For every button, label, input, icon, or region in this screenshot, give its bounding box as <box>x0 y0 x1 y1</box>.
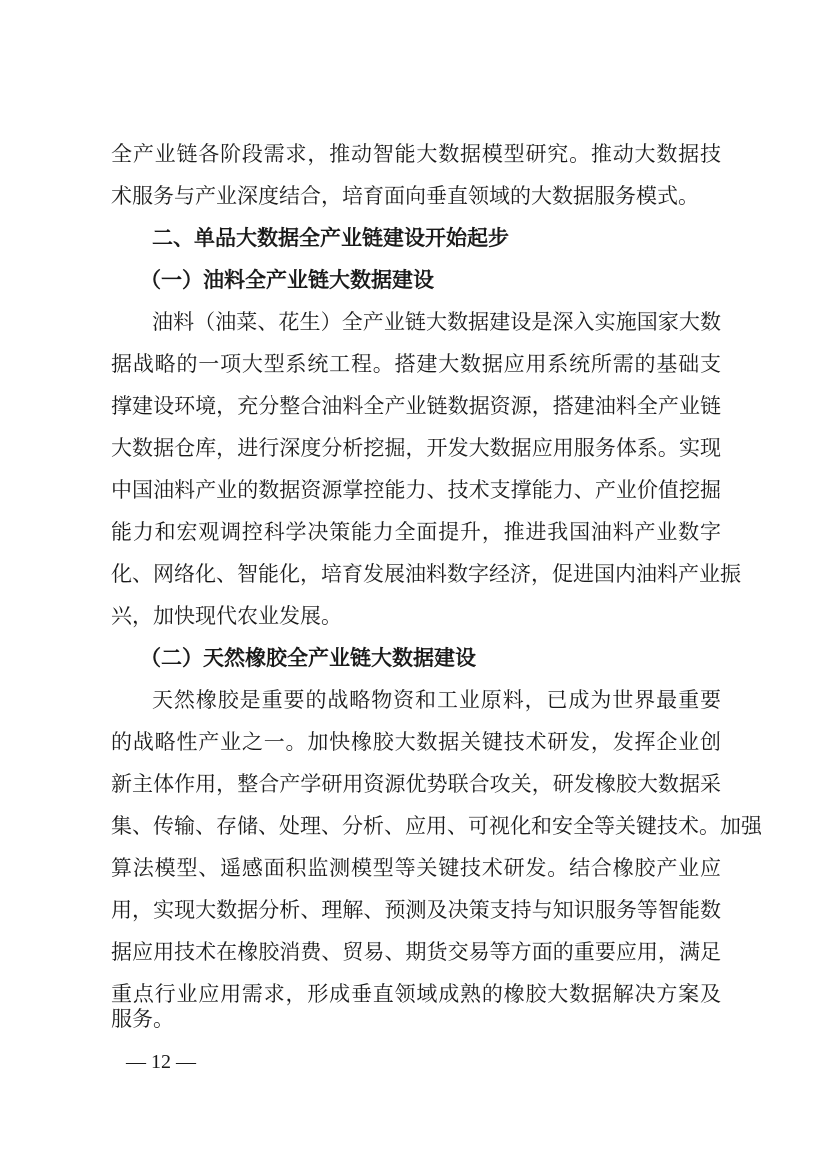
text-line: 大数据仓库，进行深度分析挖掘，开发大数据应用服务体系。实现 <box>111 436 721 460</box>
text-line: 能力和宏观调控科学决策能力全面提升，推进我国油料产业数字 <box>111 520 721 544</box>
text-line: 术服务与产业深度结合，培育面向垂直领域的大数据服务模式。 <box>111 184 699 208</box>
text-line: 兴，加快现代农业发展。 <box>111 604 342 628</box>
text-line: 算法模型、遥感面积监测模型等关键技术研发。结合橡胶产业应 <box>111 856 721 880</box>
text-line: 的战略性产业之一。加快橡胶大数据关键技术研发，发挥企业创 <box>111 730 721 754</box>
page-number: — 12 — <box>126 1051 196 1073</box>
text-line: 全产业链各阶段需求，推动智能大数据模型研究。推动大数据技 <box>111 142 721 166</box>
text-line: 用，实现大数据分析、理解、预测及决策支持与知识服务等智能数 <box>111 898 721 922</box>
text-line: 重点行业应用需求，形成垂直领域成熟的橡胶大数据解决方案及 <box>111 982 721 1006</box>
text-line: 天然橡胶是重要的战略物资和工业原料，已成为世界最重要 <box>152 688 721 712</box>
text-line: 据应用技术在橡胶消费、贸易、期货交易等方面的重要应用，满足 <box>111 940 721 964</box>
subsection-heading-rubber: （二）天然橡胶全产业链大数据建设 <box>140 646 476 670</box>
text-line: 集、传输、存储、处理、分析、应用、可视化和安全等关键技术。加强 <box>111 814 762 838</box>
text-line: 化、网络化、智能化，培育发展油料数字经济，促进国内油料产业振 <box>111 562 741 586</box>
text-line: 油料（油菜、花生）全产业链大数据建设是深入实施国家大数 <box>152 310 721 334</box>
text-line: 撑建设环境，充分整合油料全产业链数据资源，搭建油料全产业链 <box>111 394 721 418</box>
section-heading: 二、单品大数据全产业链建设开始起步 <box>152 226 509 250</box>
text-line: 中国油料产业的数据资源掌控能力、技术支撑能力、产业价值挖掘 <box>111 478 721 502</box>
text-line: 服务。 <box>111 1007 174 1031</box>
subsection-heading-oilseed: （一）油料全产业链大数据建设 <box>140 268 434 292</box>
text-line: 新主体作用，整合产学研用资源优势联合攻关，研发橡胶大数据采 <box>111 772 721 796</box>
text-line: 据战略的一项大型系统工程。搭建大数据应用系统所需的基础支 <box>111 352 721 376</box>
